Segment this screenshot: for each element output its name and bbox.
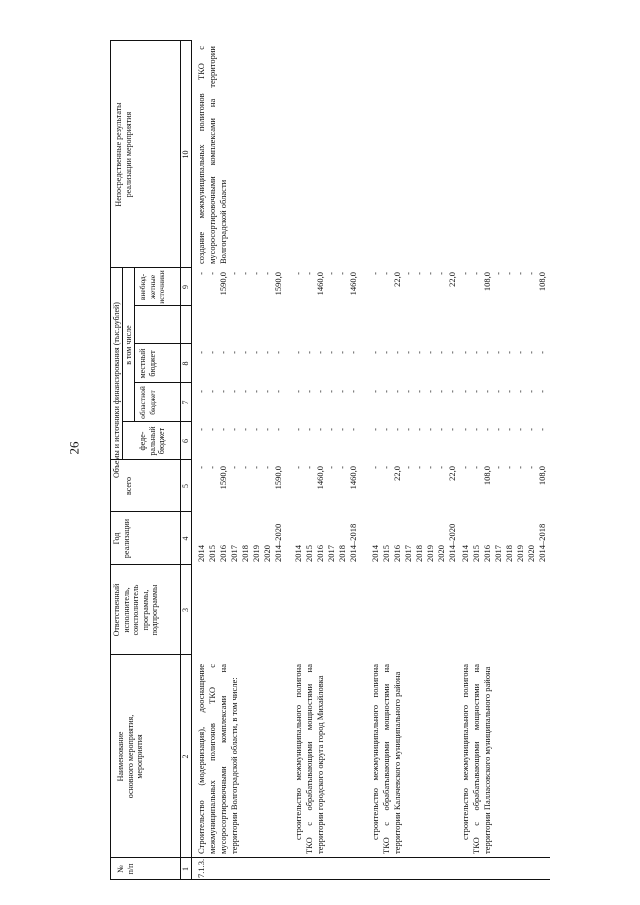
header-finance-group: Объемы и источники финансирования (тыс.рублей) bbox=[112, 302, 121, 478]
header-regional: областной бюджет bbox=[138, 386, 157, 419]
header-name: Наименование основного мероприятия, мероприятия bbox=[116, 714, 144, 799]
row-extra: - - 22,0 - - - - 22,0 bbox=[370, 272, 457, 287]
page-number: 26 bbox=[66, 441, 82, 455]
row-regional: - - - - - - - - bbox=[196, 390, 283, 393]
rule-top bbox=[110, 40, 111, 880]
row-name: строительство межмуниципального полигона ТКО с обрабатывающими мощностями на территории городского округа город Михайловка bbox=[293, 664, 325, 854]
row-extra: - - 108,0 - - - - 108,0 bbox=[460, 272, 547, 292]
rule-group bbox=[122, 268, 123, 460]
row-name: Строительство (модернизация), дооснащение межмуниципальных полигонов ТКО с мусоросортировочными комплексами на территории Волгоградской области, в том числе: bbox=[196, 664, 239, 854]
header-federal: феде- ральный бюджет bbox=[138, 426, 166, 456]
row-regional: - - - - - - - - bbox=[460, 390, 547, 393]
row-local: - - - - - - - - bbox=[460, 351, 547, 354]
colnum-4: 4 bbox=[181, 536, 190, 541]
rule-v0 bbox=[110, 879, 550, 880]
colnum-1: 1 bbox=[181, 867, 190, 871]
row-years: 2014 2015 2016 2017 2018 2019 2020 2014–2020 bbox=[370, 523, 457, 562]
colnum-7: 7 bbox=[181, 400, 190, 405]
row-local: - - - - - - - - bbox=[370, 351, 457, 354]
row-federal: - - - - - - - - bbox=[460, 428, 547, 431]
row-total: - - 1590,0 - - - - 1590,0 bbox=[196, 466, 283, 490]
header-result: Непосредственные результаты реализации мероприятия bbox=[114, 102, 133, 207]
rule-numbers-bottom bbox=[191, 40, 192, 880]
row-total: - - 22,0 - - - - 22,0 bbox=[370, 466, 457, 481]
row-total: - - 1460,0 - - 1460,0 bbox=[293, 466, 358, 490]
colnum-3: 3 bbox=[181, 608, 190, 612]
header-executor: Ответственный исполнитель, соисполнитель программы, подпрограммы bbox=[112, 583, 159, 637]
row-years: 2014 2015 2016 2017 2018 2019 2020 2014–2018 bbox=[460, 523, 547, 562]
header-local: местный бюджет bbox=[138, 348, 157, 379]
colnum-9: 9 bbox=[181, 285, 190, 289]
row-name: строительство межмуниципального полигона ТКО с обрабатывающими мощностями на территории Палласовского муниципального района bbox=[460, 664, 492, 854]
row-total: - - 108,0 - - - - 108,0 bbox=[460, 466, 547, 486]
row-local: - - - - - - - - bbox=[196, 351, 283, 354]
row-regional: - - - - - - - - bbox=[370, 390, 457, 393]
colnum-6: 6 bbox=[181, 439, 190, 443]
row-name: строительство межмуниципального полигона ТКО с обрабатывающими мощностями на территории Калачевского муниципального района bbox=[370, 664, 402, 854]
row-result: создание межмуниципальных полигонов ТКО с мусоросортировочными комплексами на территории Волгоградской области bbox=[196, 46, 228, 264]
row-years: 2014 2015 2016 2017 2018 2019 2020 2014–2020 bbox=[196, 523, 283, 562]
colnum-5: 5 bbox=[181, 484, 190, 488]
rule-v1 bbox=[110, 857, 550, 858]
header-year: Год реализации bbox=[112, 518, 131, 559]
finance-table bbox=[110, 40, 550, 880]
colnum-8: 8 bbox=[181, 361, 190, 366]
header-subgroup: в том числе bbox=[124, 325, 133, 365]
row-federal: - - - - - - bbox=[293, 428, 358, 431]
row-extra: - - 1460,0 - - 1460,0 bbox=[293, 272, 358, 296]
rule-subgroup bbox=[134, 268, 135, 422]
header-num: № п/п bbox=[116, 863, 135, 875]
row-regional: - - - - - - bbox=[293, 390, 358, 393]
header-total: всего bbox=[124, 477, 133, 496]
row-federal: - - - - - - - - bbox=[370, 428, 457, 431]
row-years: 2014 2015 2016 2017 2018 2014–2018 bbox=[293, 523, 358, 562]
row-number: 7.1.3. bbox=[196, 858, 206, 878]
row-local: - - - - - - bbox=[293, 351, 358, 354]
row-federal: - - - - - - - - bbox=[196, 428, 283, 431]
row-extra: - - 1590,0 - - - - 1590,0 bbox=[196, 272, 283, 296]
colnum-10: 10 bbox=[181, 150, 190, 159]
header-extra: внебюд- жетные источники bbox=[138, 270, 166, 304]
colnum-2: 2 bbox=[181, 754, 190, 759]
